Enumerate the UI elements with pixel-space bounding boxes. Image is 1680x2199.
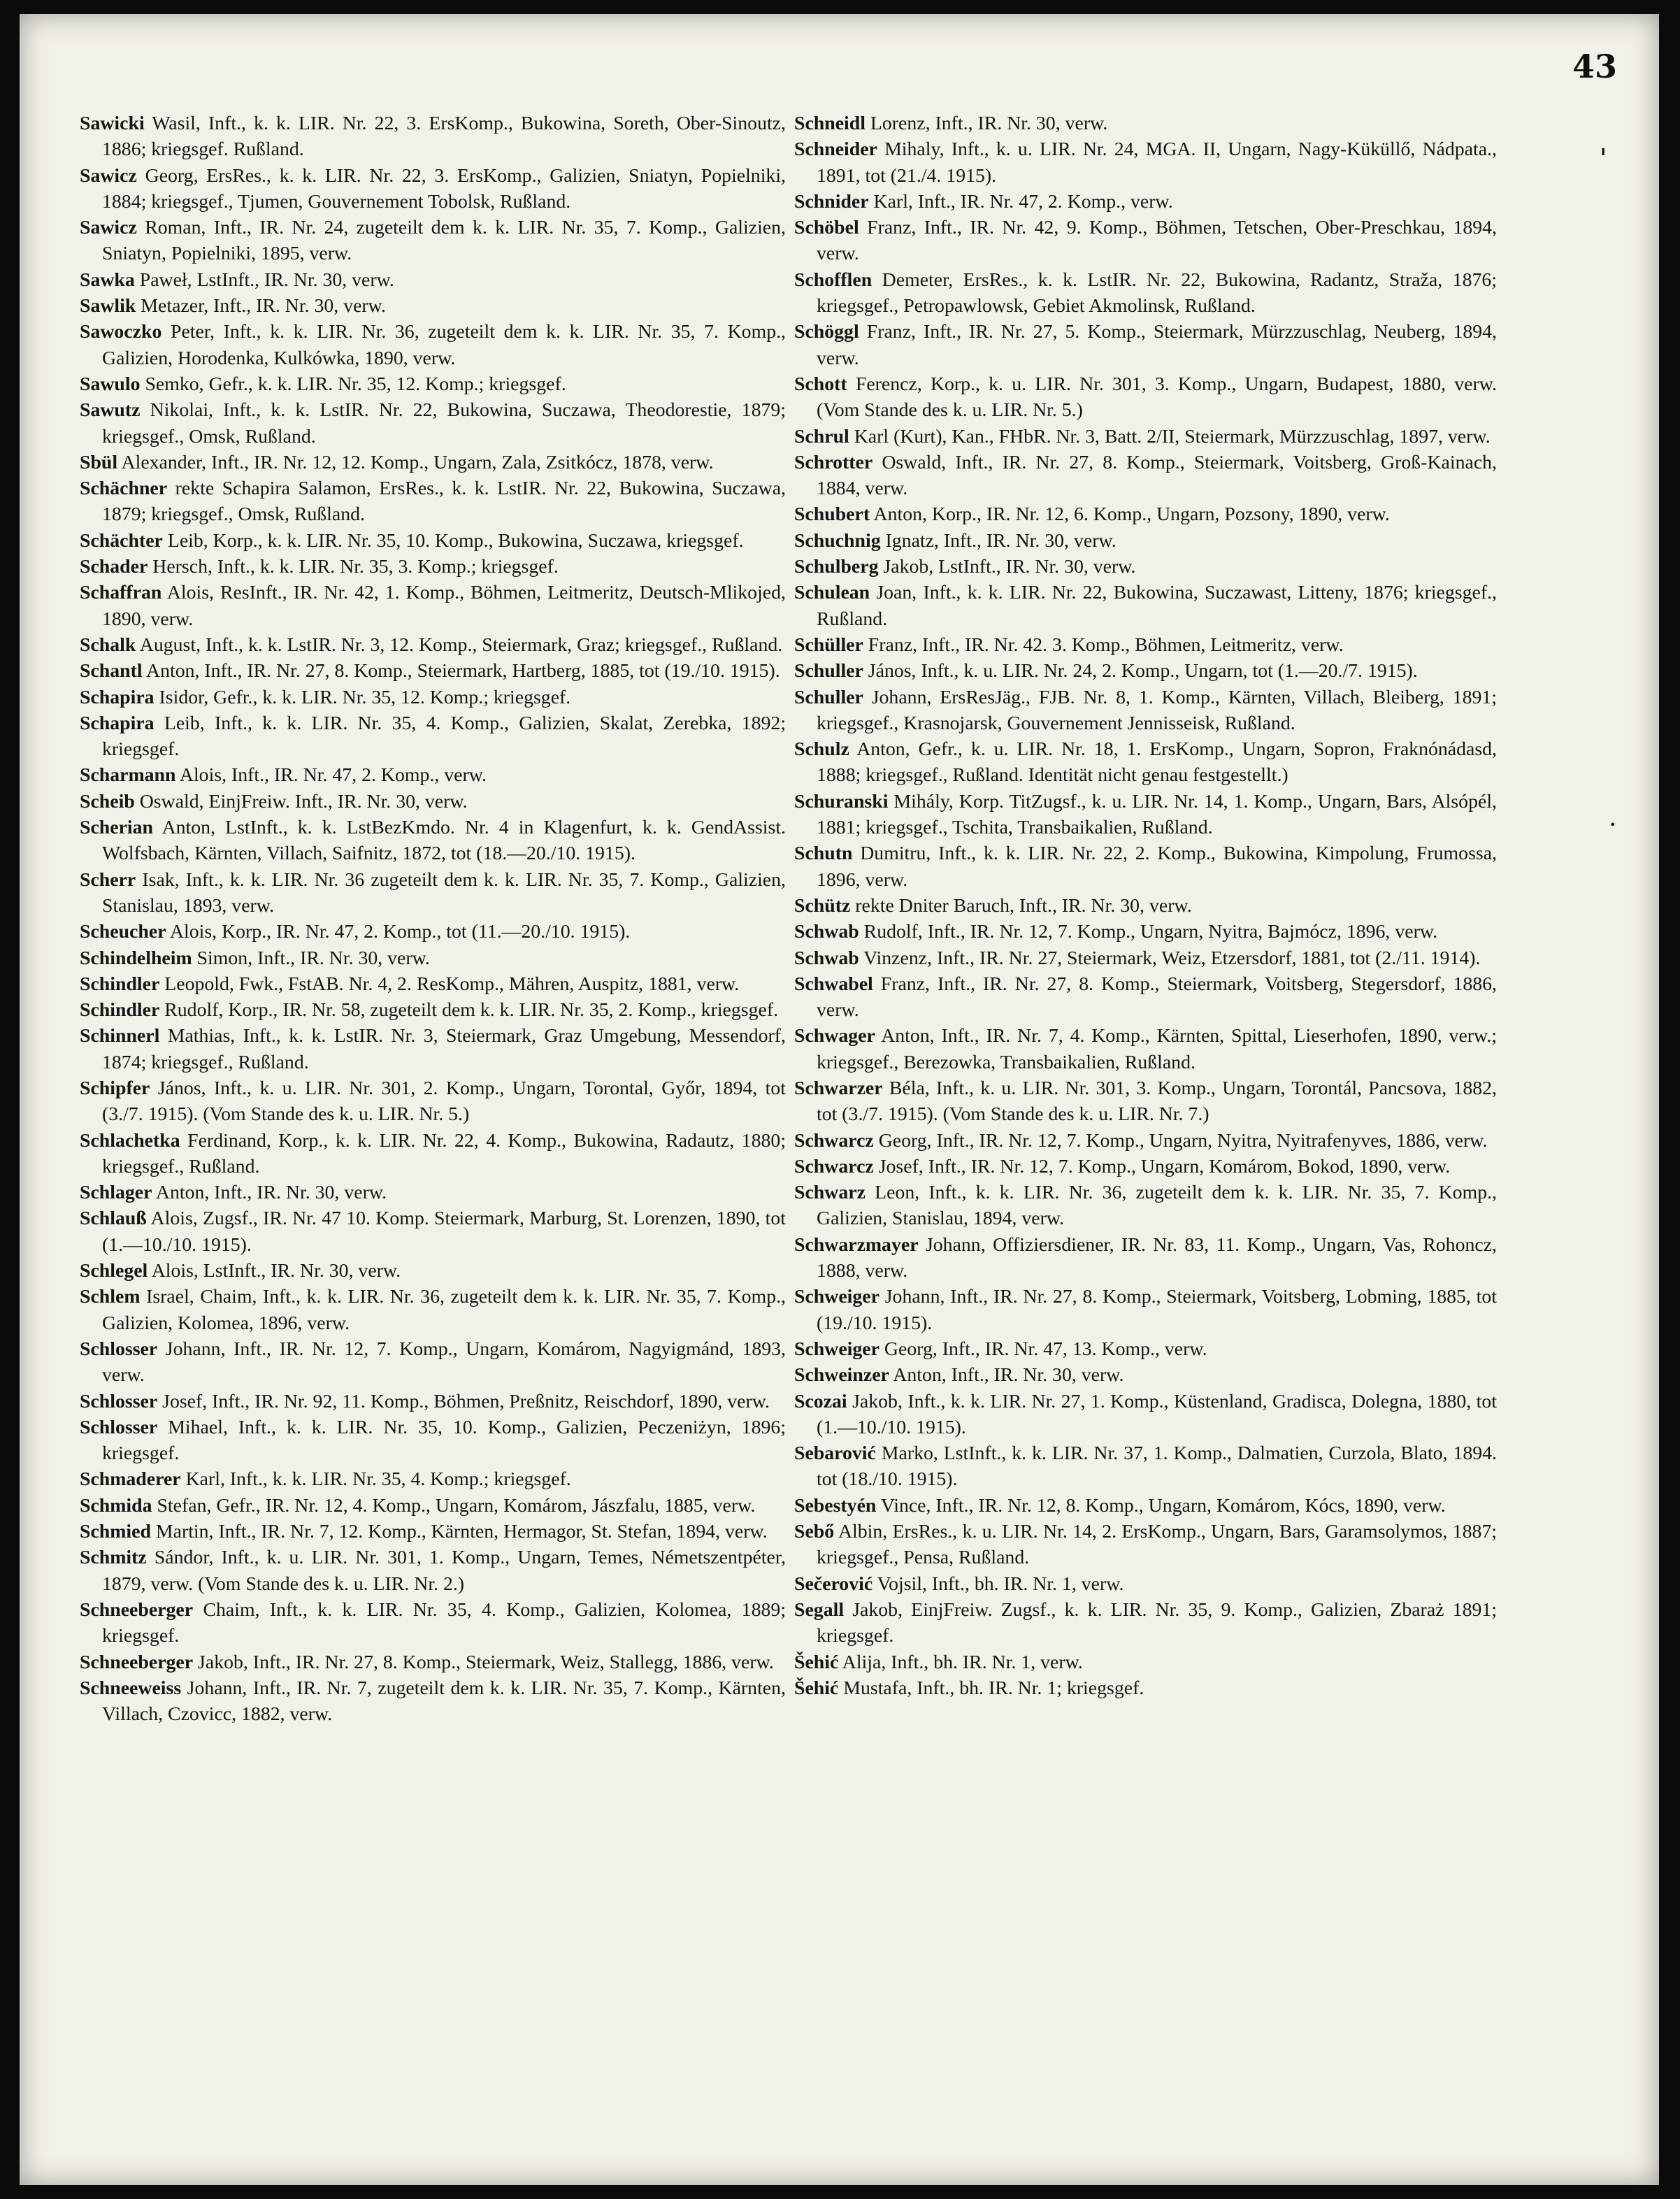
entry-details: Karl (Kurt), Kan., FHbR. Nr. 3, Batt. 2/II, Steiermark, Mürzzuschlag, 1897, verw.	[849, 425, 1491, 447]
entry-details: Nikolai, Inft., k. k. LstIR. Nr. 22, Bukowina, Suczawa, Theodorestie, 1879; kriegsgef., Omsk, Rußland.	[102, 399, 786, 447]
entry	[80, 1023, 786, 1075]
entry-details: Jakob, LstInft., IR. Nr. 30, verw.	[878, 556, 1136, 578]
entry-details: Josef, Inft., IR. Nr. 92, 11. Komp., Böhmen, Preßnitz, Reischdorf, 1890, verw.	[157, 1390, 770, 1412]
entry-details: Mihaly, Inft., k. u. LIR. Nr. 24, MGA. II, Ungarn, Nagy-Küküllő, Nádpata., 1891, tot (21./4. 1915).	[817, 138, 1497, 187]
entry	[80, 1545, 786, 1597]
entry	[794, 319, 1497, 371]
entry	[794, 971, 1497, 1024]
entry-surname: Schächter	[80, 529, 163, 552]
entry	[794, 424, 1497, 450]
entry-surname: Sawka	[80, 268, 135, 291]
entry	[80, 1284, 786, 1336]
entry	[80, 1597, 786, 1649]
entry-details: Karl, Inft., IR. Nr. 47, 2. Komp., verw.	[868, 190, 1173, 213]
entry	[794, 1440, 1497, 1493]
entry-surname: Schneeberger	[80, 1651, 194, 1673]
entry	[794, 450, 1497, 502]
entry-details: Georg, ErsRes., k. k. LIR. Nr. 22, 3. ErsKomp., Galizien, Sniatyn, Popielniki, 1884; kriegsgef., Tjumen, Gouvernement Tobolsk, Rußland.	[102, 164, 786, 213]
entry-surname: Schapira	[80, 712, 155, 734]
entry	[80, 1128, 786, 1180]
entry-surname: Schwarzmayer	[794, 1233, 919, 1256]
entry	[80, 267, 786, 293]
entry-details: Alois, Zugsf., IR. Nr. 47 10. Komp. Steiermark, Marburg, St. Lorenzen, 1890, tot (1.—10./10. 1915).	[102, 1208, 786, 1256]
entry-surname: Schweinzer	[794, 1364, 889, 1387]
entry-details: Anton, Inft., IR. Nr. 7, 4. Komp., Kärnten, Spittal, Lieserhofen, 1890, verw.; kriegsgef., Berezowka, Transbaikalien, Rußland.	[817, 1025, 1497, 1073]
entry-details: Johann, ErsResJäg., FJB. Nr. 8, 1. Komp., Kärnten, Villach, Bleiberg, 1891; kriegsgef., Krasnojarsk, Gouvernement Jennisseisk, Rußland.	[817, 686, 1497, 734]
entry	[80, 997, 786, 1023]
entry-details: Simon, Inft., IR. Nr. 30, verw.	[192, 947, 430, 969]
entry-details: Jakob, Inft., k. k. LIR. Nr. 27, 1. Komp., Küstenland, Gradisca, Dolegna, 1880, tot (1.—10./10. 1915).	[817, 1390, 1497, 1438]
entry-surname: Schüller	[794, 633, 863, 656]
entry-details: Johann, Offiziersdiener, IR. Nr. 83, 11. Komp., Ungarn, Vas, Rohoncz, 1888, verw.	[817, 1233, 1497, 1282]
entry-details: Isak, Inft., k. k. LIR. Nr. 36 zugeteilt dem k. k. LIR. Nr. 35, 7. Komp., Galizien, Stanislau, 1893, verw.	[102, 868, 786, 917]
entry	[794, 554, 1497, 580]
entry	[80, 1493, 786, 1519]
entry-details: Chaim, Inft., k. k. LIR. Nr. 35, 4. Komp., Galizien, Kolomea, 1889; kriegsgef.	[102, 1598, 786, 1647]
entry	[80, 1675, 786, 1728]
entry-details: Stefan, Gefr., IR. Nr. 12, 4. Komp., Ungarn, Komárom, Jászfalu, 1885, verw.	[152, 1494, 756, 1517]
entry-surname: Schneidl	[794, 113, 866, 134]
entry-surname: Sawicki	[80, 113, 145, 134]
entry-surname: Šehić	[794, 1677, 839, 1699]
entry-surname: Schmaderer	[80, 1468, 181, 1491]
entry	[794, 267, 1497, 320]
entry-surname: Schubert	[794, 503, 870, 526]
entry-details: Josef, Inft., IR. Nr. 12, 7. Komp., Ungarn, Komárom, Bokod, 1890, verw.	[873, 1155, 1451, 1177]
entry	[80, 397, 786, 450]
entry-details: Oswald, EinjFreiw. Inft., IR. Nr. 30, verw.	[134, 790, 468, 812]
entry	[794, 919, 1497, 945]
entry-details: Anton, Inft., IR. Nr. 27, 8. Komp., Steiermark, Hartberg, 1885, tot (19./10. 1915).	[142, 660, 780, 682]
entry-surname: Schmida	[80, 1494, 152, 1517]
entry	[794, 632, 1497, 658]
entry	[794, 1075, 1497, 1128]
entry-details: Johann, Inft., IR. Nr. 12, 7. Komp., Ungarn, Komárom, Nagyigmánd, 1893, verw.	[102, 1338, 786, 1387]
entry-surname: Scherian	[80, 817, 154, 839]
entry-surname: Schinnerl	[80, 1025, 160, 1047]
entry-details: Albin, ErsRes., k. u. LIR. Nr. 14, 2. ErsKomp., Ungarn, Bars, Garamsolymos, 1887; kriegsgef., Pensa, Rußland.	[817, 1521, 1497, 1569]
entry	[794, 1180, 1497, 1232]
entry-details: Anton, LstInft., k. k. LstBezKmdo. Nr. 4 in Klagenfurt, k. k. GendAssist. Wolfsbach, Kärnten, Villach, Saifnitz, 1872, tot (18.—20./10. 1915).	[102, 817, 786, 865]
entry	[80, 815, 786, 867]
entry-details: Dumitru, Inft., k. k. LIR. Nr. 22, 2. Komp., Bukowina, Kimpolung, Frumossa, 1896, verw.	[817, 843, 1497, 891]
entry-details: Franz, Inft., IR. Nr. 42, 9. Komp., Böhmen, Tetschen, Ober-Preschkau, 1894, verw.	[817, 217, 1497, 265]
entry-details: Oswald, Inft., IR. Nr. 27, 8. Komp., Steiermark, Voitsberg, Groß-Kainach, 1884, verw.	[817, 451, 1497, 500]
entry-details: Leopold, Fwk., FstAB. Nr. 4, 2. ResKomp., Mähren, Auspitz, 1881, verw.	[159, 973, 740, 995]
entry	[794, 1023, 1497, 1075]
entry	[794, 528, 1497, 554]
entry-details: Vinzenz, Inft., IR. Nr. 27, Steiermark, Weiz, Etzersdorf, 1881, tot (2./11. 1914).	[859, 947, 1481, 969]
entry-details: Anton, Gefr., k. u. LIR. Nr. 18, 1. ErsKomp., Ungarn, Sopron, Fraknónádasd, 1888; kriegsgef., Rußland. Identität nicht genau festgestellt.)	[817, 738, 1497, 787]
entry-surname: Schader	[80, 556, 148, 578]
entry	[794, 1284, 1497, 1336]
entry-details: Johann, Inft., IR. Nr. 27, 8. Komp., Steiermark, Voitsberg, Lobming, 1885, tot (19./10. 1915).	[817, 1286, 1497, 1334]
entry-details: Hersch, Inft., k. k. LIR. Nr. 35, 3. Komp.; kriegsgef.	[148, 556, 559, 578]
entry	[794, 685, 1497, 737]
entry-details: Isidor, Gefr., k. k. LIR. Nr. 35, 12. Komp.; kriegsgef.	[154, 686, 571, 708]
entry-surname: Scozai	[794, 1390, 847, 1412]
entry-details: Alois, Korp., IR. Nr. 47, 2. Komp., tot (11.—20./10. 1915).	[166, 921, 631, 943]
entry	[794, 1519, 1497, 1571]
entry-details: Rudolf, Korp., IR. Nr. 58, zugeteilt dem k. k. LIR. Nr. 35, 2. Komp., kriegsgef.	[159, 999, 779, 1022]
entry-surname: Schlosser	[80, 1390, 158, 1412]
entry	[794, 1493, 1497, 1519]
entry-surname: Schlager	[80, 1182, 152, 1204]
entry-surname: Schneider	[794, 138, 877, 161]
entry-details: Jakob, EinjFreiw. Zugsf., k. k. LIR. Nr. 35, 9. Komp., Galizien, Zbaraż 1891; kriegsgef.	[817, 1598, 1497, 1647]
entry-surname: Sawicz	[80, 217, 137, 239]
entry	[80, 293, 786, 319]
entry-details: Sándor, Inft., k. u. LIR. Nr. 301, 1. Komp., Ungarn, Temes, Németszentpéter, 1879, verw. (Vom Stande des k. u. LIR. Nr. 2.)	[102, 1547, 786, 1595]
entry-details: rekte Dniter Baruch, Inft., IR. Nr. 30, verw.	[850, 894, 1192, 917]
entry	[80, 110, 786, 163]
entry-details: Israel, Chaim, Inft., k. k. LIR. Nr. 36, zugeteilt dem k. k. LIR. Nr. 35, 7. Komp., Galizien, Kolomea, 1896, verw.	[102, 1286, 786, 1334]
entry-details: Anton, Inft., IR. Nr. 30, verw.	[152, 1182, 387, 1204]
entry-details: János, Inft., k. u. LIR. Nr. 24, 2. Komp., Ungarn, tot (1.—20./7. 1915).	[863, 660, 1418, 682]
entry-surname: Schapira	[80, 686, 155, 708]
entry-details: Leon, Inft., k. k. LIR. Nr. 36, zugeteilt dem k. k. LIR. Nr. 35, 7. Komp., Galizien, Stanislau, 1894, verw.	[817, 1182, 1497, 1230]
entry-details: Alois, LstInft., IR. Nr. 30, verw.	[148, 1260, 401, 1282]
entry-details: Leib, Inft., k. k. LIR. Nr. 35, 4. Komp., Galizien, Skalat, Zerebka, 1892; kriegsgef.	[102, 712, 786, 761]
entry-surname: Schlem	[80, 1286, 141, 1308]
entry-surname: Schindler	[80, 973, 160, 995]
entry-surname: Schrul	[794, 425, 849, 447]
entry-surname: Schlegel	[80, 1260, 148, 1282]
entry-surname: Schnider	[794, 190, 869, 213]
entry-details: Peter, Inft., k. k. LIR. Nr. 36, zugeteilt dem k. k. LIR. Nr. 35, 7. Komp., Galizien, Horodenka, Kulkówka, 1890, verw.	[102, 321, 786, 369]
entry	[80, 580, 786, 632]
entry	[80, 789, 786, 815]
entry-surname: Schwarzer	[794, 1077, 883, 1099]
entry-details: Paweł, LstInft., IR. Nr. 30, verw.	[134, 268, 394, 291]
entry	[80, 945, 786, 971]
entry	[80, 710, 786, 763]
entry-details: Roman, Inft., IR. Nr. 24, zugeteilt dem k. k. LIR. Nr. 35, 7. Komp., Galizien, Sniatyn, Popielniki, 1895, verw.	[102, 217, 786, 265]
entry-details: Rudolf, Inft., IR. Nr. 12, 7. Komp., Ungarn, Nyitra, Bajmócz, 1896, verw.	[859, 921, 1438, 943]
entry-surname: Schalk	[80, 633, 136, 656]
entry-surname: Sawlik	[80, 295, 136, 317]
entry-surname: Schlosser	[80, 1416, 158, 1438]
entry-surname: Scheucher	[80, 921, 166, 943]
entry-surname: Šehić	[794, 1651, 839, 1673]
entry-details: Franz, Inft., IR. Nr. 42. 3. Komp., Böhmen, Leitmeritz, verw.	[863, 633, 1344, 656]
entry-details: Anton, Inft., IR. Nr. 30, verw.	[889, 1364, 1124, 1387]
entry	[794, 1232, 1497, 1284]
entry-surname: Schächner	[80, 478, 168, 500]
entry-details: Martin, Inft., IR. Nr. 7, 12. Komp., Kärnten, Hermagor, St. Stefan, 1894, verw.	[150, 1521, 768, 1543]
entry-details: Ignatz, Inft., IR. Nr. 30, verw.	[880, 529, 1117, 552]
entry-surname: Schuller	[794, 660, 863, 682]
entry	[80, 1258, 786, 1284]
entry-surname: Schlachetka	[80, 1129, 180, 1152]
entry	[80, 450, 786, 475]
entry	[794, 840, 1497, 893]
entry-surname: Schlauß	[80, 1208, 147, 1230]
entry	[80, 1180, 786, 1205]
entry-surname: Sawoczko	[80, 321, 162, 343]
entry	[794, 1336, 1497, 1362]
entry-surname: Schulean	[794, 582, 870, 604]
entry-surname: Schneeberger	[80, 1598, 194, 1621]
entry	[80, 658, 786, 684]
entry-surname: Schwab	[794, 947, 859, 969]
entry	[80, 1389, 786, 1414]
entry-details: Demeter, ErsRes., k. k. LstIR. Nr. 22, Bukowina, Radantz, Straža, 1876; kriegsgef., Petropawlowsk, Gebiet Akmolinsk, Rußland.	[817, 268, 1497, 317]
entry-details: Ferdinand, Korp., k. k. LIR. Nr. 22, 4. Komp., Bukowina, Radautz, 1880; kriegsgef., Rußland.	[102, 1129, 786, 1177]
entry	[80, 1205, 786, 1258]
entry	[80, 475, 786, 528]
entry-details: Franz, Inft., IR. Nr. 27, 8. Komp., Steiermark, Voitsberg, Stegersdorf, 1886, verw.	[817, 973, 1497, 1022]
margin-mark: ˈ	[1599, 143, 1608, 179]
entry-surname: Schott	[794, 373, 847, 395]
entry-surname: Sebarović	[794, 1442, 876, 1465]
entry-surname: Sawulo	[80, 373, 141, 395]
entry	[794, 501, 1497, 527]
entry-details: Ferencz, Korp., k. u. LIR. Nr. 301, 3. Komp., Ungarn, Budapest, 1880, verw. (Vom Stande des k. u. LIR. Nr. 5.)	[817, 373, 1497, 422]
entry-surname: Schöggl	[794, 321, 859, 343]
entry-details: Semko, Gefr., k. k. LIR. Nr. 35, 12. Komp.; kriegsgef.	[140, 373, 566, 395]
entry	[794, 658, 1497, 684]
entry	[80, 632, 786, 658]
entry-surname: Schindelheim	[80, 947, 192, 969]
entry-details: Karl, Inft., k. k. LIR. Nr. 35, 4. Komp.; kriegsgef.	[180, 1468, 571, 1491]
entry	[794, 736, 1497, 789]
entry	[80, 319, 786, 371]
entry	[80, 867, 786, 919]
entry	[794, 1571, 1497, 1597]
document-page	[20, 14, 1659, 2185]
entry-details: Jakob, Inft., IR. Nr. 27, 8. Komp., Steiermark, Weiz, Stallegg, 1886, verw.	[193, 1651, 774, 1673]
entry-surname: Schaffran	[80, 582, 162, 604]
entry-details: Joan, Inft., k. k. LIR. Nr. 22, Bukowina, Suczawast, Litteny, 1876; kriegsgef., Rußland.	[817, 582, 1497, 630]
entry	[794, 580, 1497, 632]
entry-surname: Scherr	[80, 868, 136, 891]
entry-surname: Sebestyén	[794, 1494, 877, 1517]
entry-surname: Schuranski	[794, 790, 889, 812]
left-column	[80, 110, 786, 1727]
right-column	[794, 110, 1497, 1701]
entry	[794, 371, 1497, 424]
entry-details: Vojsil, Inft., bh. IR. Nr. 1, verw.	[873, 1573, 1124, 1595]
entry-surname: Schütz	[794, 894, 851, 917]
entry-details: Alois, ResInft., IR. Nr. 42, 1. Komp., Böhmen, Leitmeritz, Deutsch-Mlikojed, 1890, verw.	[102, 582, 786, 630]
entry-details: Georg, Inft., IR. Nr. 12, 7. Komp., Ungarn, Nyitra, Nyitrafenyves, 1886, verw.	[873, 1129, 1488, 1152]
entry	[794, 945, 1497, 971]
entry-details: Georg, Inft., IR. Nr. 47, 13. Komp., verw.	[879, 1338, 1207, 1360]
margin-dot: •	[1609, 818, 1616, 831]
entry-surname: Schutn	[794, 843, 853, 865]
entry	[80, 1649, 786, 1675]
entry-surname: Schlosser	[80, 1338, 158, 1360]
entry-details: Anton, Korp., IR. Nr. 12, 6. Komp., Ungarn, Pozsony, 1890, verw.	[870, 503, 1390, 526]
entry	[80, 215, 786, 267]
entry-surname: Schwarcz	[794, 1129, 874, 1152]
entry-surname: Schöbel	[794, 217, 859, 239]
entry	[80, 371, 786, 397]
entry-surname: Schwab	[794, 921, 859, 943]
entry	[80, 1336, 786, 1389]
entry	[794, 1128, 1497, 1154]
entry-details: Alois, Inft., IR. Nr. 47, 2. Komp., verw.	[175, 764, 487, 787]
entry	[794, 1154, 1497, 1180]
entry-details: rekte Schapira Salamon, ErsRes., k. k. LstIR. Nr. 22, Bukowina, Suczawa, 1879; kriegsgef., Omsk, Rußland.	[102, 478, 786, 526]
entry-details: Mihael, Inft., k. k. LIR. Nr. 35, 10. Komp., Galizien, Peczeniżyn, 1896; kriegsgef.	[102, 1416, 786, 1465]
entry-surname: Segall	[794, 1598, 845, 1621]
entry-surname: Schofflen	[794, 268, 873, 291]
entry	[80, 685, 786, 710]
entry-details: Marko, LstInft., k. k. LIR. Nr. 37, 1. Komp., Dalmatien, Curzola, Blato, 1894. tot (18./10. 1915).	[817, 1442, 1497, 1491]
entry-surname: Schwabel	[794, 973, 873, 995]
entry-surname: Sawutz	[80, 399, 141, 422]
entry	[80, 1466, 786, 1492]
entry-surname: Schindler	[80, 999, 160, 1022]
entry	[794, 110, 1497, 136]
page-number: 43	[1572, 48, 1617, 85]
entry-surname: Schrotter	[794, 451, 873, 473]
entry-details: Leib, Korp., k. k. LIR. Nr. 35, 10. Komp., Bukowina, Suczawa, kriegsgef.	[162, 529, 744, 552]
entry-surname: Scheib	[80, 790, 135, 812]
entry	[80, 1519, 786, 1545]
entry-details: August, Inft., k. k. LstIR. Nr. 3, 12. Komp., Steiermark, Graz; kriegsgef., Rußland.	[136, 633, 783, 656]
entry-details: Mathias, Inft., k. k. LstIR. Nr. 3, Steiermark, Graz Umgebung, Messendorf, 1874; kriegsgef., Rußland.	[102, 1025, 786, 1073]
entry-details: Metazer, Inft., IR. Nr. 30, verw.	[136, 295, 386, 317]
entry-details: Franz, Inft., IR. Nr. 27, 5. Komp., Steiermark, Mürzzuschlag, Neuberg, 1894, verw.	[817, 321, 1497, 369]
entry-surname: Schantl	[80, 660, 143, 682]
entry-surname: Sawicz	[80, 164, 137, 187]
entry	[794, 215, 1497, 267]
entry	[794, 136, 1497, 189]
entry	[80, 919, 786, 945]
entry-details: Lorenz, Inft., IR. Nr. 30, verw.	[865, 113, 1108, 134]
entry-surname: Schmitz	[80, 1547, 147, 1569]
entry-details: Vince, Inft., IR. Nr. 12, 8. Komp., Ungarn, Komárom, Kócs, 1890, verw.	[876, 1494, 1446, 1517]
entry	[794, 893, 1497, 919]
entry-surname: Schwarcz	[794, 1155, 874, 1177]
entry	[794, 1597, 1497, 1649]
entry	[794, 1649, 1497, 1675]
entry	[80, 1075, 786, 1128]
entry-details: Mihály, Korp. TitZugsf., k. u. LIR. Nr. 14, 1. Komp., Ungarn, Bars, Alsópél, 1881; kriegsgef., Tschita, Transbaikalien, Rußland.	[817, 790, 1497, 839]
entry-surname: Schwager	[794, 1025, 875, 1047]
entry-surname: Schweiger	[794, 1286, 880, 1308]
entry-details: Alexander, Inft., IR. Nr. 12, 12. Komp., Ungarn, Zala, Zsitkócz, 1878, verw.	[117, 451, 714, 473]
entry-surname: Scharmann	[80, 764, 176, 787]
entry	[80, 554, 786, 580]
entry-surname: Schuchnig	[794, 529, 881, 552]
entry-details: János, Inft., k. u. LIR. Nr. 301, 2. Komp., Ungarn, Torontal, Győr, 1894, tot (3./7. 1915). (Vom Stande des k. u. LIR. Nr. 5.)	[102, 1077, 786, 1126]
entry-details: Mustafa, Inft., bh. IR. Nr. 1; kriegsgef.	[838, 1677, 1144, 1699]
entry-surname: Sebő	[794, 1521, 835, 1543]
entry-surname: Schweiger	[794, 1338, 880, 1360]
entry	[794, 1389, 1497, 1441]
entry-surname: Schwarz	[794, 1182, 866, 1204]
entry-details: Johann, Inft., IR. Nr. 7, zugeteilt dem k. k. LIR. Nr. 35, 7. Komp., Kärnten, Villach, Czovicc, 1882, verw.	[102, 1677, 786, 1726]
entry-surname: Schulberg	[794, 556, 879, 578]
entry	[794, 1362, 1497, 1388]
entry	[794, 189, 1497, 215]
entry	[80, 971, 786, 997]
entry-details: Alija, Inft., bh. IR. Nr. 1, verw.	[838, 1651, 1083, 1673]
entry-surname: Sečerović	[794, 1573, 873, 1595]
entry	[80, 528, 786, 554]
entry	[794, 1675, 1497, 1701]
entry-surname: Schuller	[794, 686, 863, 708]
entry-details: Wasil, Inft., k. k. LIR. Nr. 22, 3. ErsKomp., Bukowina, Soreth, Ober-Sinoutz, 1886; kriegsgef. Rußland.	[102, 113, 786, 161]
entry-details: Béla, Inft., k. u. LIR. Nr. 301, 3. Komp., Ungarn, Torontál, Pancsova, 1882, tot (3./7. 1915). (Vom Stande des k. u. LIR. Nr. 7.)	[817, 1077, 1497, 1126]
entry	[80, 163, 786, 215]
entry	[794, 789, 1497, 841]
entry	[80, 762, 786, 788]
entry-surname: Schipfer	[80, 1077, 150, 1099]
entry-surname: Schulz	[794, 738, 849, 761]
entry-surname: Schneeweiss	[80, 1677, 182, 1699]
entry-surname: Sbül	[80, 451, 118, 473]
entry-surname: Schmied	[80, 1521, 151, 1543]
entry	[80, 1414, 786, 1467]
